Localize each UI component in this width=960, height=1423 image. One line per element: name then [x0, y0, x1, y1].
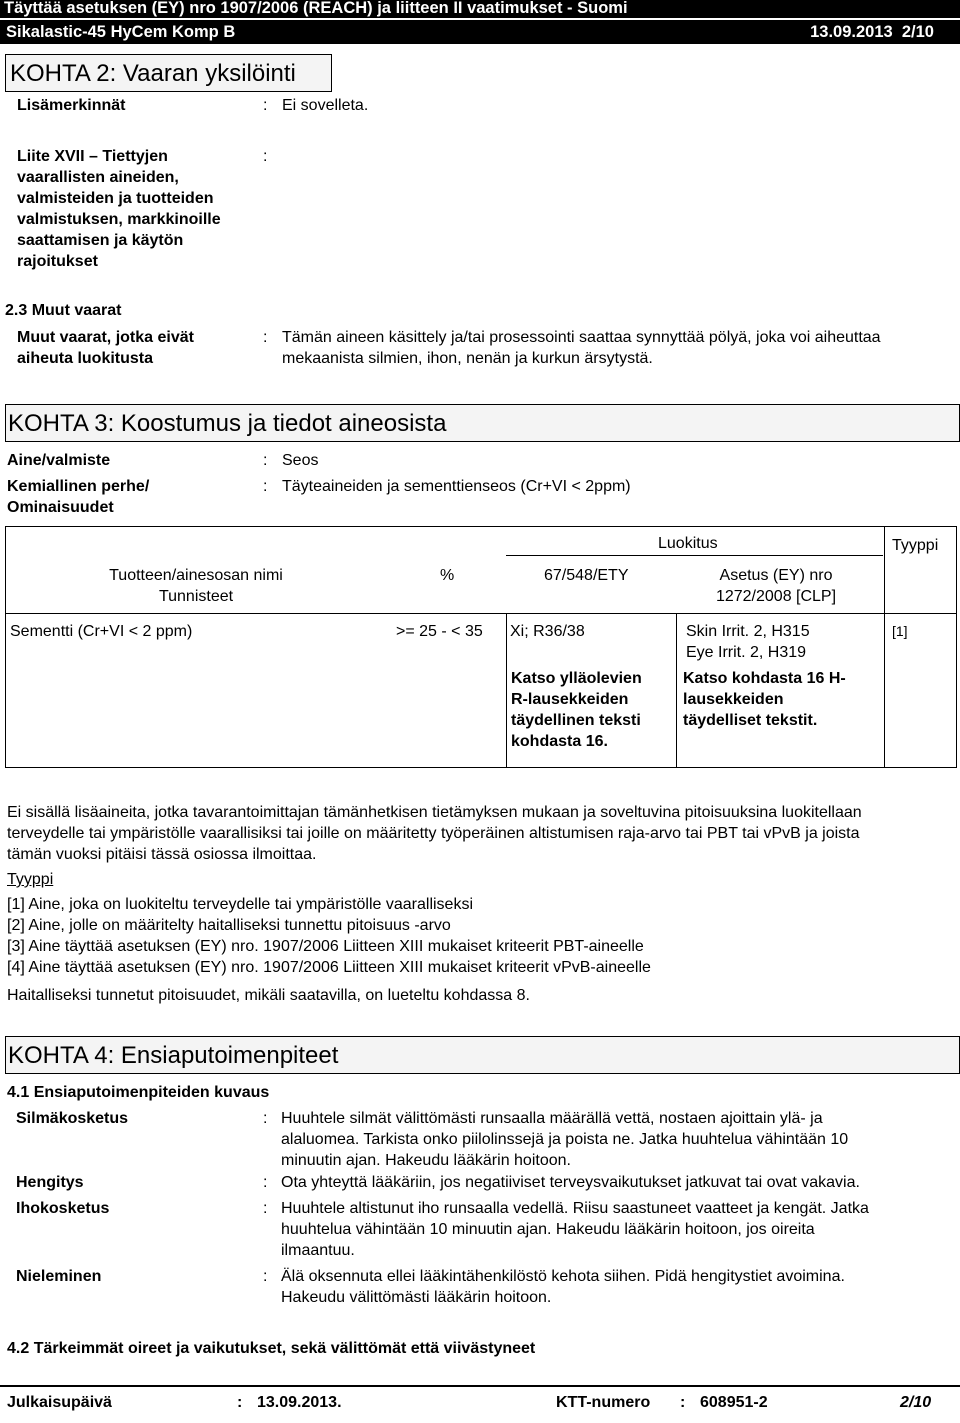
ktt-number-label: KTT-numero [556, 1394, 651, 1411]
label-line: Ominaisuudet [7, 499, 114, 516]
text-line: Eye Irrit. 2, H319 [686, 644, 807, 661]
colon: : [263, 148, 268, 165]
header-date-page [810, 20, 934, 44]
colon: : [680, 1394, 686, 1411]
note-line: R-lausekkeiden [511, 691, 629, 708]
table-divider [506, 555, 883, 556]
note-line: täydelliset tekstit. [683, 712, 818, 729]
section3-closing: Haitalliseksi tunnetut pitoisuudet, mikäli saatavilla, on lueteltu kohdassa 8. [7, 987, 530, 1004]
colon: : [237, 1394, 243, 1411]
type-heading: Tyyppi [7, 871, 54, 888]
luokitus-header: Luokitus [658, 535, 718, 552]
label-line: rajoitukset [17, 253, 98, 270]
label-line: valmistuksen, markkinoille [17, 211, 221, 228]
annex-xvii-label [17, 146, 221, 272]
text-line: Huuhtele silmät välittömästi runsaalla määrällä vettä, nostaen ajoittain ylä- ja [281, 1110, 823, 1127]
component-percent: >= 25 - < 35 [396, 623, 483, 640]
other-hazards-label [17, 327, 194, 369]
text-line: Tämän aineen käsittely ja/tai prosessointi saattaa synnyttää pölyä, joka voi aiheuttaa [282, 329, 881, 346]
list-item: [3] Aine täyttää asetuksen (EY) nro. 1907/2006 Liitteen XIII mukaiset kriteerit PBT-aineelle [7, 938, 644, 955]
text-line: huuhtelua vähintään 10 minuutin ajan. Hakeudu lääkärin hoitoon, jos oireita [281, 1221, 815, 1238]
component-dsd: Xi; R36/38 [510, 623, 585, 640]
table-divider [676, 613, 677, 767]
section2-title: KOHTA 2: Vaaran yksilöinti [10, 60, 296, 87]
colon: : [263, 329, 268, 346]
section4-title-box [5, 1036, 960, 1074]
subsection-4-1: 4.1 Ensiaputoimenpiteiden kuvaus [7, 1084, 270, 1101]
skin-contact-text [281, 1198, 869, 1261]
text-line: ilmaantuu. [281, 1242, 355, 1259]
ktt-number: 608951-2 [700, 1394, 768, 1411]
label-line: Muut vaarat, jotka eivät [17, 329, 194, 346]
label-line: Liite XVII – Tiettyjen [17, 148, 168, 165]
section3-paragraph [7, 802, 862, 865]
header-line: Tunnisteet [158, 588, 234, 605]
text-line: tämän vuoksi pitäisi tässä osiossa ilmoittaa. [7, 846, 317, 863]
chemical-family-label [7, 476, 149, 518]
colon: : [263, 97, 268, 114]
footer-rule [0, 1385, 960, 1387]
section3-title-box [5, 404, 960, 442]
note-line: Katso ylläolevien [511, 670, 642, 687]
text-line: Ei sisällä lisäaineita, jotka tavarantoimittajan tämänhetkisen tietämyksen mukaan ja soveltuvina pitoisuuksina luokitellaan [7, 804, 862, 821]
tyyppi-header: Tyyppi [892, 537, 939, 554]
colon: : [263, 1200, 268, 1217]
type-list [7, 894, 651, 978]
ingestion-label: Nieleminen [16, 1268, 102, 1285]
header-date: 13.09.2013 [810, 23, 893, 41]
text-line: alaluomea. Tarkista onko piilolinssejä ja poista ne. Jatka huuhtelua vähintään 10 [281, 1131, 849, 1148]
text-line: Älä oksennuta ellei lääkintähenkilöstö kehota siihen. Pidä hengitystiet avoimina. [281, 1268, 845, 1285]
inhalation-label: Hengitys [16, 1174, 84, 1191]
text-line: mekaanista silmien, ihon, nenän ja kurkun ärsytystä. [282, 350, 653, 367]
list-item: [2] Aine, jolle on määritelty haitalliseksi tunnettu pitoisuus -arvo [7, 917, 451, 934]
colon: : [263, 1268, 268, 1285]
text-line: Skin Irrit. 2, H315 [686, 623, 810, 640]
label-line: saattamisen ja käytön [17, 232, 184, 249]
ingestion-text [281, 1266, 845, 1308]
text-line: Hakeudu välittömästi lääkärin hoitoon. [281, 1289, 552, 1306]
label-line: Kemiallinen perhe/ [7, 478, 150, 495]
skin-contact-label: Ihokosketus [16, 1200, 110, 1217]
percent-header: % [440, 567, 455, 584]
substance-value: Seos [282, 452, 319, 469]
footer-page: 2/10 [900, 1394, 932, 1411]
label-line: vaarallisten aineiden, [17, 169, 179, 186]
header-page: 2/10 [901, 23, 934, 41]
text-line: Ota yhteyttä lääkäriin, jos negatiiviset terveysvaikutukset jatkuvat tai ovat vakavia. [281, 1174, 860, 1191]
product-name: Sikalastic-45 HyCem Komp B [6, 23, 236, 41]
dsd-note [511, 668, 642, 752]
section2-title-box [5, 54, 332, 92]
table-divider [6, 613, 956, 614]
inhalation-text [281, 1172, 860, 1193]
note-line: täydellinen teksti [511, 712, 641, 729]
text-line: minuutin ajan. Hakeudu lääkärin hoitoon. [281, 1152, 571, 1169]
section4-title: KOHTA 4: Ensiaputoimenpiteet [8, 1042, 339, 1069]
text-line: terveydelle tai ympäristölle vaarallisiksi tai joille on määritetty työperäinen altistumisen raja-arvo tai PBT tai vPvB ja joista [7, 825, 860, 842]
text-line: Huuhtele altistunut iho runsaalla vedellä. Riisu saastuneet vaatteet ja kengät. Jatka [281, 1200, 869, 1217]
note-line: Katso kohdasta 16 H- [683, 670, 846, 687]
publication-date-label: Julkaisupäivä [7, 1394, 112, 1411]
colon: : [263, 452, 268, 469]
table-divider [506, 613, 507, 767]
section3-title: KOHTA 3: Koostumus ja tiedot aineosista [8, 410, 447, 437]
component-type: [1] [892, 623, 908, 639]
subsection-2-3: 2.3 Muut vaarat [5, 302, 122, 319]
other-hazards-value [282, 327, 881, 369]
colon: : [263, 478, 268, 495]
list-item: [4] Aine täyttää asetuksen (EY) nro. 1907/2006 Liitteen XIII mukaiset kriteerit vPvB-aineelle [7, 959, 651, 976]
colon: : [263, 1110, 268, 1127]
clp-header [696, 565, 856, 607]
eye-contact-text [281, 1108, 848, 1171]
lisamerkinnat-value: Ei sovelleta. [282, 97, 369, 114]
note-line: lausekkeiden [683, 691, 784, 708]
colon: : [263, 1174, 268, 1191]
substance-label: Aine/valmiste [7, 452, 111, 469]
publication-date: 13.09.2013. [257, 1394, 342, 1411]
document-title: Täyttää asetuksen (EY) nro 1907/2006 (REACH) ja liitteen II vaatimukset - Suomi [4, 0, 628, 17]
chemical-family-value: Täyteaineiden ja sementtienseos (Cr+VI < 2ppm) [282, 478, 631, 495]
label-line: valmisteiden ja tuotteiden [17, 190, 214, 207]
header-line: Tuotteen/ainesosan nimi [109, 567, 283, 584]
document-title-bar [0, 0, 960, 18]
note-line: kohdasta 16. [511, 733, 608, 750]
name-header [46, 565, 346, 607]
eye-contact-label: Silmäkosketus [16, 1110, 129, 1127]
composition-table [5, 526, 957, 768]
header-line: 1272/2008 [CLP] [715, 588, 837, 605]
subsection-4-2: 4.2 Tärkeimmät oireet ja vaikutukset, sekä välittömät että viivästyneet [7, 1340, 536, 1357]
header-line: Asetus (EY) nro [719, 567, 833, 584]
list-item: [1] Aine, joka on luokiteltu terveydelle tai ympäristölle vaaralliseksi [7, 896, 474, 913]
label-line: aiheuta luokitusta [17, 350, 154, 367]
dsd-header: 67/548/ETY [544, 567, 629, 584]
component-name: Sementti (Cr+VI < 2 ppm) [10, 623, 193, 640]
component-clp [686, 621, 810, 663]
product-bar [0, 20, 960, 44]
table-divider [884, 527, 885, 767]
lisamerkinnat-label: Lisämerkinnät [17, 97, 126, 114]
clp-note [683, 668, 846, 731]
